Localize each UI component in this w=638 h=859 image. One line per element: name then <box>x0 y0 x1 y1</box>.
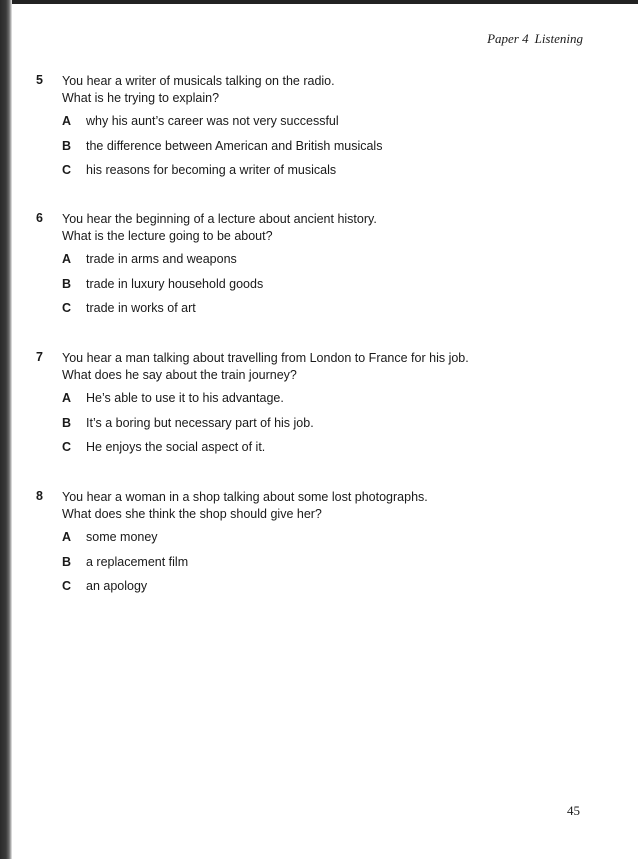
option-c[interactable] <box>62 300 596 325</box>
question-line: You hear the beginning of a lecture about ancient history. <box>62 212 377 226</box>
question-5 <box>36 73 596 187</box>
question-line: What does she think the shop should give her? <box>62 507 322 521</box>
running-head-paper: Paper 4 <box>487 31 529 46</box>
question-number: 5 <box>36 73 43 87</box>
question-stem <box>62 211 596 245</box>
question-stem <box>62 489 596 523</box>
option-letter: A <box>62 252 72 266</box>
option-letter: C <box>62 301 72 315</box>
option-text: an apology <box>86 579 148 593</box>
option-b[interactable] <box>62 554 596 579</box>
option-letter: A <box>62 114 72 128</box>
running-head-section: Listening <box>534 31 583 46</box>
question-8 <box>36 489 596 603</box>
option-a[interactable] <box>62 251 596 276</box>
option-a[interactable] <box>62 390 596 415</box>
question-6 <box>36 211 596 325</box>
question-number: 8 <box>36 489 43 503</box>
option-letter: A <box>62 391 72 405</box>
option-text: trade in luxury household goods <box>86 276 264 291</box>
option-a[interactable] <box>62 113 596 138</box>
option-c[interactable] <box>62 439 596 464</box>
option-text: the difference between American and British musicals <box>86 138 383 153</box>
running-head <box>487 31 583 47</box>
option-letter: B <box>62 276 72 291</box>
question-line: What is the lecture going to be about? <box>62 229 273 243</box>
option-c[interactable] <box>62 578 596 603</box>
option-list <box>62 251 596 325</box>
option-letter: B <box>62 415 72 430</box>
option-text: some money <box>86 530 158 544</box>
question-stem <box>62 73 596 107</box>
option-a[interactable] <box>62 529 596 554</box>
option-letter: A <box>62 530 72 544</box>
question-line: You hear a woman in a shop talking about some lost photographs. <box>62 490 428 504</box>
question-line: What is he trying to explain? <box>62 91 220 105</box>
option-b[interactable] <box>62 415 596 440</box>
option-text: his reasons for becoming a writer of musicals <box>86 163 337 177</box>
option-text: It’s a boring but necessary part of his job. <box>86 415 314 430</box>
question-line: What does he say about the train journey? <box>62 368 297 382</box>
question-line: You hear a writer of musicals talking on the radio. <box>62 74 335 88</box>
option-b[interactable] <box>62 138 596 163</box>
option-letter: B <box>62 138 72 153</box>
option-list <box>62 390 596 464</box>
option-letter: C <box>62 163 72 177</box>
option-text: He’s able to use it to his advantage. <box>86 391 284 405</box>
question-line: You hear a man talking about travelling from London to France for his job. <box>62 351 469 365</box>
page-number: 45 <box>567 803 580 818</box>
option-letter: C <box>62 579 72 593</box>
option-text: trade in works of art <box>86 301 196 315</box>
option-text: why his aunt’s career was not very successful <box>86 114 339 128</box>
page-top-border <box>0 0 638 4</box>
question-7 <box>36 350 596 464</box>
option-letter: C <box>62 440 72 454</box>
option-letter: B <box>62 554 72 569</box>
option-text: trade in arms and weapons <box>86 252 237 266</box>
question-stem <box>62 350 596 384</box>
book-spine-shadow <box>0 0 12 859</box>
question-number: 6 <box>36 211 43 225</box>
option-text: He enjoys the social aspect of it. <box>86 440 266 454</box>
question-number: 7 <box>36 350 43 364</box>
option-b[interactable] <box>62 276 596 301</box>
option-c[interactable] <box>62 162 596 187</box>
option-list <box>62 113 596 187</box>
option-list <box>62 529 596 603</box>
option-text: a replacement film <box>86 554 189 569</box>
